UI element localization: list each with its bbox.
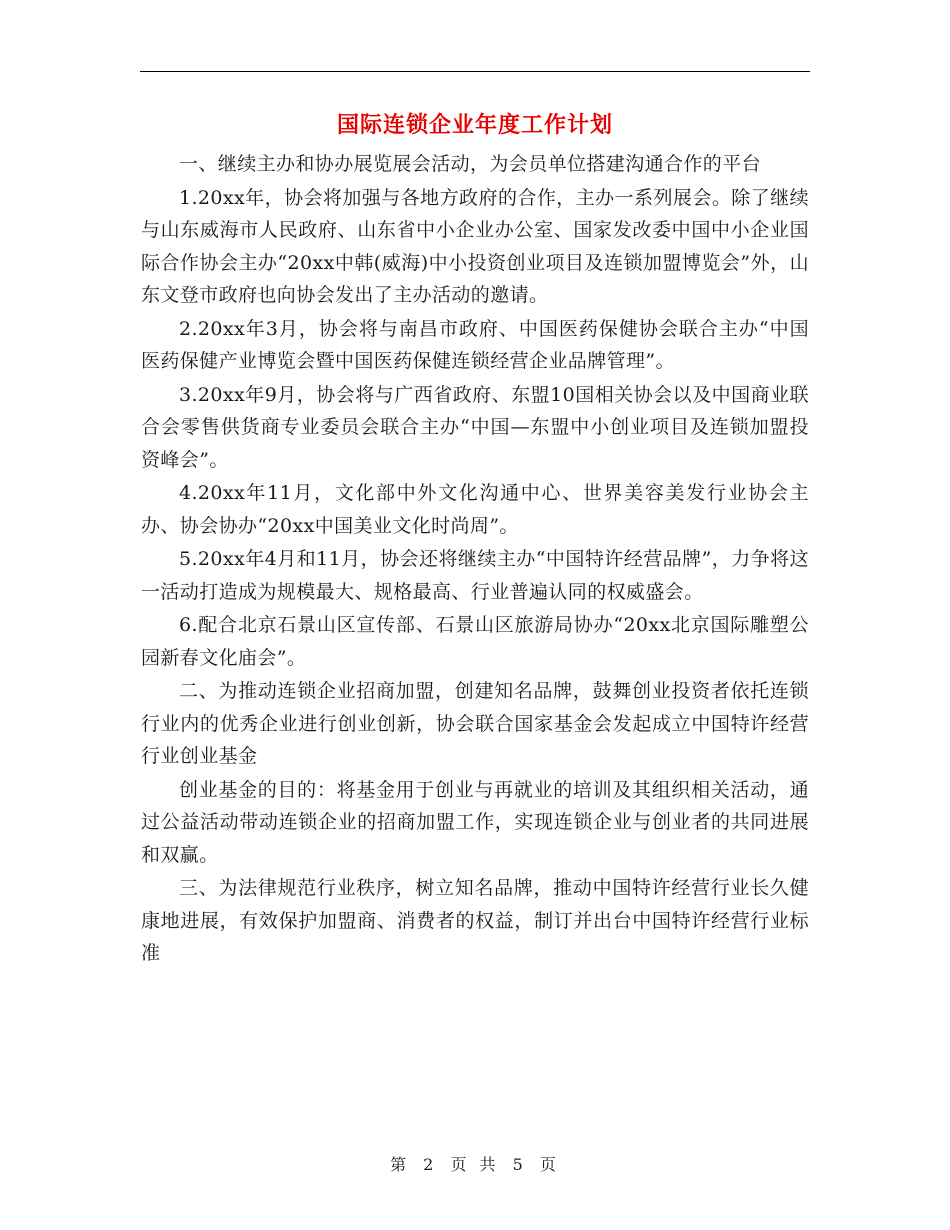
paragraph-section-1: 一、继续主办和协办展览展会活动，为会员单位搭建沟通合作的平台 xyxy=(179,153,762,175)
paragraph-section-2: 二、为推动连锁企业招商加盟，创建知名品牌，鼓舞创业投资者依托连锁行业内的优秀企业进行创业创新，协会联合国家基金会发起成立中国特许经营行业创业基金 xyxy=(141,680,809,767)
document-title: 国际连锁企业年度工作计划 xyxy=(336,112,613,138)
footer-suffix: 页 xyxy=(539,1155,560,1174)
paragraph-section-3: 三、为法律规范行业秩序，树立知名品牌，推动中国特许经营行业长久健康地进展，有效保护加盟商、消费者的权益，制订并出台中国特许经营行业标准 xyxy=(141,877,809,964)
total-page-count: 5 xyxy=(512,1155,527,1174)
paragraph-item-6: 6.配合北京石景山区宣传部、石景山区旅游局协办“20xx北京国际雕塑公园新春文化庙会”。 xyxy=(141,614,809,669)
paragraph-item-1: 1.20xx年，协会将加强与各地方政府的合作，主办一系列展会。除了继续与山东威海市人民政府、山东省中小企业办公室、国家发改委中国中小企业国际合作协会主办“20xx中韩(威海)中小投资创业项目及连锁加盟博览会”外，山东文登市政府也向协会发出了主办活动的邀请。 xyxy=(141,186,809,306)
document-body xyxy=(141,148,809,971)
paragraph-item-3: 3.20xx年9月，协会将与广西省政府、东盟10国相关协会以及中国商业联合会零售供货商专业委员会联合主办“中国—东盟中小创业项目及连锁加盟投资峰会”。 xyxy=(141,383,809,471)
header-rule xyxy=(140,71,810,72)
paragraph-item-4: 4.20xx年11月，文化部中外文化沟通中心、世界美容美发行业协会主办、协会协办“20xx中国美业文化时尚周”。 xyxy=(141,482,809,537)
page-footer xyxy=(140,1152,810,1175)
current-page-number: 2 xyxy=(423,1155,438,1174)
footer-prefix: 第 xyxy=(390,1155,411,1174)
footer-middle: 页 共 xyxy=(450,1155,500,1174)
paragraph-fund-purpose: 创业基金的目的：将基金用于创业与再就业的培训及其组织相关活动，通过公益活动带动连锁企业的招商加盟工作，实现连锁企业与创业者的共同进展和双赢。 xyxy=(141,778,809,866)
paragraph-item-2: 2.20xx年3月，协会将与南昌市政府、中国医药保健协会联合主办“中国医药保健产业博览会暨中国医药保健连锁经营企业品牌管理”。 xyxy=(141,317,809,372)
paragraph-item-5: 5.20xx年4月和11月，协会还将继续主办“中国特许经营品牌”，力争将这一活动打造成为规模最大、规格最高、行业普遍认同的权威盛会。 xyxy=(141,548,809,603)
